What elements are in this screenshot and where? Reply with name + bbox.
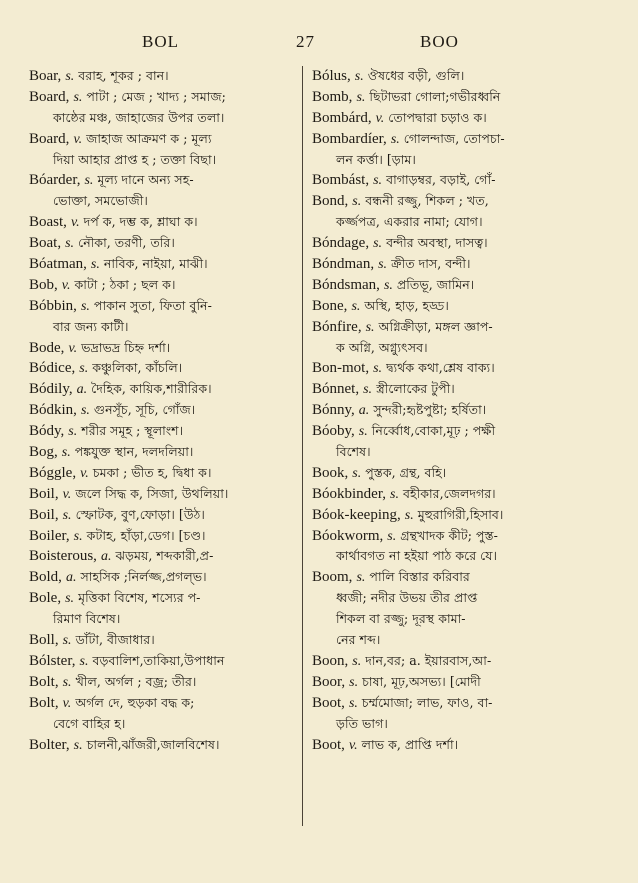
headword: Bóokworm, — [312, 527, 384, 544]
headword: Bob, — [29, 276, 58, 293]
gloss: কাটা ; ঠকা ; ছল ক। — [74, 276, 176, 292]
part-of-speech: a. — [76, 382, 88, 398]
headword: Boast, — [29, 214, 67, 231]
gloss: ক্রীত দাস, বন্দী। — [391, 256, 471, 272]
dictionary-line — [29, 588, 311, 609]
part-of-speech: s. — [358, 424, 368, 440]
headword: Bode, — [29, 339, 65, 356]
dictionary-line — [29, 358, 311, 379]
headword: Bódkin, — [29, 402, 77, 419]
gloss: নাবিক, নাইয়া, মাঝী। — [103, 256, 208, 272]
part-of-speech: s. — [378, 257, 388, 273]
gloss: অর্গল দে, হুড়কা বদ্ধ ক; — [75, 694, 195, 710]
part-of-speech: s. — [80, 403, 90, 419]
dictionary-line — [29, 714, 311, 735]
headword: Bombárd, — [312, 109, 372, 126]
dictionary-line — [312, 129, 608, 150]
gloss: বিশেষ। — [336, 444, 371, 460]
gloss: ঝড়ময়, শব্দকারী,প্র- — [115, 548, 214, 564]
dictionary-line — [29, 66, 311, 87]
headword: Bombardíer, — [312, 130, 387, 147]
gloss: সাহসিক ;নির্লজ্জ,প্রগল্ভ। — [80, 569, 207, 585]
gloss: নৌকা, তরণী, তরি। — [78, 235, 175, 251]
headword: Bóndage, — [312, 235, 370, 252]
dictionary-line — [29, 212, 311, 233]
headword: Bog, — [29, 444, 58, 461]
gloss: ভদ্রাভদ্র চিহ্ন দর্শা। — [81, 339, 171, 355]
dictionary-line — [29, 505, 311, 526]
gloss: রিমাণ বিশেষ। — [53, 611, 121, 627]
part-of-speech: s. — [79, 361, 89, 377]
gloss: বরাহ, শূকর ; বান। — [78, 68, 169, 83]
gloss: ডাঁটা, বীজাধার। — [75, 632, 155, 648]
dictionary-line — [29, 379, 311, 400]
dictionary-line — [312, 66, 608, 87]
part-of-speech: v. — [62, 486, 72, 502]
dictionary-line — [29, 735, 311, 756]
part-of-speech: a. — [100, 549, 112, 565]
dictionary-line — [312, 421, 608, 442]
gloss: দর্প ক, দম্ভ ক, শ্লাঘা ক। — [83, 214, 198, 230]
part-of-speech: s. — [65, 236, 75, 252]
headword: Bole, — [29, 590, 62, 607]
dictionary-line — [312, 463, 608, 484]
headword: Book, — [312, 464, 349, 481]
dictionary-line — [312, 170, 608, 191]
part-of-speech: s. — [363, 382, 373, 398]
gloss: নির্ব্বোধ,বোকা,মূঢ় ; পক্ষী — [371, 423, 496, 439]
headword: Bóarder, — [29, 172, 81, 189]
part-of-speech: v. — [348, 737, 358, 753]
gloss: পুস্তক, গ্রন্থ, বহি। — [365, 464, 447, 480]
part-of-speech: s. — [356, 89, 366, 105]
dictionary-line — [312, 296, 608, 317]
headword: Bónnet, — [312, 381, 360, 398]
gloss: প্রতিভূ, জামিন। — [396, 276, 475, 292]
part-of-speech: s. — [373, 173, 383, 189]
part-of-speech: s. — [373, 236, 383, 252]
right-column — [312, 66, 608, 755]
headword: Bóok-keeping, — [312, 506, 401, 523]
headword: Bold, — [29, 569, 62, 586]
gloss: বাগাড়ম্বর, বড়াই, গোঁ- — [386, 172, 496, 188]
dictionary-line — [312, 714, 608, 735]
dictionary-line — [312, 588, 608, 609]
part-of-speech: s. — [404, 507, 414, 523]
part-of-speech: s. — [61, 445, 71, 461]
gloss: গুনসূঁচ, সূচি, গোঁজ। — [93, 402, 196, 418]
dictionary-line — [29, 129, 311, 150]
gloss: খীল, অর্গল ; বজ্র; তীর। — [75, 673, 197, 689]
gloss: বন্ধনী রজ্জু, শিকল ; খত, — [365, 193, 489, 209]
gloss: চাষা, মূঢ়,অসভ্য। [মোদী — [362, 673, 481, 689]
gloss: গ্রন্থখাদক কীট; পুস্ত- — [400, 527, 498, 543]
part-of-speech: s. — [352, 194, 362, 210]
headword: Boil, — [29, 506, 59, 523]
headword: Boor, — [312, 673, 346, 690]
dictionary-line — [312, 526, 608, 547]
dictionary-line — [312, 651, 608, 672]
part-of-speech: s. — [62, 674, 72, 690]
headword: Bon-mot, — [312, 360, 370, 377]
part-of-speech: a. — [65, 570, 77, 586]
gloss: ভোক্তা, সমভোজী। — [53, 193, 148, 209]
gloss: স্ত্রীলোকের টুপী। — [376, 381, 455, 397]
gloss: তোপদ্বারা চড়াও ক। — [388, 109, 487, 125]
headword: Bone, — [312, 297, 348, 314]
dictionary-line — [29, 170, 311, 191]
gloss: লাভ ক, প্রাপ্তি দর্শা। — [361, 736, 459, 752]
dictionary-line — [312, 505, 608, 526]
headword: Bóatman, — [29, 256, 87, 273]
part-of-speech: s. — [73, 89, 83, 105]
headword: Bond, — [312, 193, 349, 210]
headword: Bomb, — [312, 88, 353, 105]
dictionary-line — [312, 484, 608, 505]
part-of-speech: s. — [90, 257, 100, 273]
part-of-speech: s. — [373, 361, 383, 377]
gloss: কার্থাবগত না হইয়া পাঠ করে যে। — [336, 548, 498, 564]
headword: Boar, — [29, 68, 62, 84]
dictionary-line — [312, 233, 608, 254]
part-of-speech: s. — [68, 424, 78, 440]
dictionary-line — [312, 191, 608, 212]
part-of-speech: s. — [65, 69, 75, 84]
dictionary-line — [29, 296, 311, 317]
running-header — [0, 32, 638, 54]
dictionary-line — [312, 630, 608, 651]
dictionary-line — [312, 254, 608, 275]
part-of-speech: v. — [68, 340, 78, 356]
part-of-speech: s. — [79, 653, 89, 669]
headword: Bóbbin, — [29, 297, 77, 314]
dictionary-line — [29, 672, 311, 693]
dictionary-line — [312, 212, 608, 233]
dictionary-line — [29, 338, 311, 359]
gloss: মুহুরাগিরী,হিসাব। — [417, 506, 504, 522]
part-of-speech: a. — [358, 403, 370, 419]
dictionary-line — [312, 609, 608, 630]
dictionary-line — [312, 546, 608, 567]
gloss: বন্দীর অবস্থা, দাসত্ব। — [386, 235, 488, 251]
part-of-speech: s. — [365, 319, 375, 335]
part-of-speech: v. — [61, 277, 71, 293]
dictionary-line — [312, 108, 608, 129]
gloss: লন কর্ত্তা। [ড়াম। — [336, 151, 416, 167]
gloss: ছিটাভরা গোলা;গভীরধ্বনি — [369, 88, 501, 104]
dictionary-line — [29, 400, 311, 421]
part-of-speech: s. — [383, 277, 393, 293]
gloss: জলে সিদ্ধ ক, সিজা, উথলিয়া। — [75, 485, 229, 501]
part-of-speech: s. — [354, 69, 364, 84]
part-of-speech: s. — [84, 173, 94, 189]
gloss: কঞ্চুলিকা, কাঁচলি। — [92, 360, 183, 376]
header-left-guideword: BOL — [142, 32, 179, 51]
headword: Bóggle, — [29, 464, 77, 481]
gloss: চালনী,ঝাঁজরী,জালবিশেষ। — [86, 736, 220, 752]
gloss: কর্জ্জপত্র, একরার নামা; যোগ। — [336, 214, 483, 230]
dictionary-line — [312, 87, 608, 108]
dictionary-line — [29, 463, 311, 484]
gloss: শিকল বা রজ্জু; দূরস্থ কামা- — [336, 611, 466, 627]
part-of-speech: s. — [73, 737, 83, 753]
part-of-speech: s. — [387, 528, 397, 544]
dictionary-line — [29, 275, 311, 296]
dictionary-line — [29, 233, 311, 254]
part-of-speech: s. — [352, 653, 362, 669]
part-of-speech: s. — [73, 528, 83, 544]
headword: Bombást, — [312, 172, 370, 189]
part-of-speech: s. — [80, 298, 90, 314]
part-of-speech: s. — [351, 298, 361, 314]
gloss: পাকান সুতা, ফিতা বুনি- — [93, 297, 212, 313]
gloss: কটাহ, হাঁড়া,ডেগ। [চণ্ড। — [86, 527, 206, 543]
gloss: অগ্নিক্রীড়া, মঙ্গল জ্ঞাপ- — [378, 318, 493, 334]
gloss: চমকা ; ভীত হ, দ্বিধা ক। — [92, 464, 212, 480]
part-of-speech: s. — [349, 674, 359, 690]
gloss: পঙ্কযুক্ত স্থান, দলদলিয়া। — [74, 444, 194, 460]
part-of-speech: v. — [62, 695, 72, 711]
gloss: স্ফোটক, বুণ,ফোড়া। [উঠ। — [75, 506, 205, 522]
gloss: অস্থি, হাড়, হড্ড। — [364, 297, 449, 313]
headword: Boot, — [312, 736, 345, 753]
dictionary-line — [29, 567, 311, 588]
gloss: গোলন্দাজ, তোপচা- — [403, 130, 505, 146]
headword: Bolt, — [29, 673, 59, 690]
gloss: বড়বালিশ,তাকিয়া,উপাধান — [92, 652, 225, 668]
part-of-speech: v. — [375, 110, 385, 126]
dictionary-line — [29, 693, 311, 714]
dictionary-line — [312, 150, 608, 171]
part-of-speech: s. — [352, 465, 362, 481]
headword: Bolter, — [29, 736, 70, 753]
dictionary-line — [29, 108, 311, 129]
dictionary-line — [29, 254, 311, 275]
dictionary-line — [29, 150, 311, 171]
headword: Bolt, — [29, 694, 59, 711]
part-of-speech: s. — [390, 486, 399, 502]
gloss: বেগে বাহির হ। — [53, 715, 126, 731]
dictionary-line — [312, 693, 608, 714]
headword: Bóndman, — [312, 256, 375, 273]
dictionary-line — [312, 567, 608, 588]
dictionary-line — [29, 526, 311, 547]
headword: Boiler, — [29, 527, 70, 544]
dictionary-line — [29, 421, 311, 442]
dictionary-line — [312, 338, 608, 359]
gloss: শরীর সমূহ ; স্থূলাংশ। — [81, 423, 184, 439]
gloss: ঔষধের বড়ী, গুলি। — [367, 68, 465, 83]
gloss: পাটা ; মেজ ; খাদ্য ; সমাজ; — [86, 88, 226, 104]
headword: Bódy, — [29, 423, 65, 440]
dictionary-line — [312, 400, 608, 421]
headword: Bónny, — [312, 402, 355, 419]
gloss: দান,বর; a. ইয়ারবাস,আ- — [365, 652, 492, 668]
part-of-speech: s. — [348, 695, 358, 711]
dictionary-line — [29, 609, 311, 630]
gloss: বার জন্য কাটী। — [53, 318, 129, 334]
dictionary-line — [29, 87, 311, 108]
headword: Bólus, — [312, 68, 351, 84]
dictionary-line — [312, 358, 608, 379]
dictionary-line — [312, 317, 608, 338]
dictionary-line — [312, 379, 608, 400]
headword: Boot, — [312, 694, 345, 711]
gloss: বহীকার,জেলদগর। — [402, 485, 496, 501]
gloss: ক অগ্নি, অগ্ন্যুৎসব। — [336, 339, 428, 355]
dictionary-line — [312, 275, 608, 296]
headword: Board, — [29, 88, 70, 105]
gloss: ধ্বজী; নদীর উভয় তীর প্রাপ্ত — [336, 590, 478, 606]
gloss: দৈহিক, কায়িক,শারীরিক। — [91, 381, 212, 397]
dictionary-line — [29, 630, 311, 651]
gloss: ড়তি ভাগ। — [336, 715, 388, 731]
headword: Boll, — [29, 632, 59, 649]
part-of-speech: v. — [80, 465, 89, 481]
dictionary-line — [29, 191, 311, 212]
part-of-speech: v. — [70, 215, 80, 231]
headword: Bóoby, — [312, 423, 355, 440]
header-right-guideword: BOO — [420, 32, 459, 51]
part-of-speech: v. — [73, 131, 83, 147]
dictionary-line — [312, 672, 608, 693]
dictionary-line — [29, 442, 311, 463]
gloss: কাষ্ঠের মঞ্চ, জাহাজের উপর তলা। — [53, 109, 225, 125]
gloss: পালি বিস্তার করিবার — [369, 569, 470, 585]
headword: Bódily, — [29, 381, 73, 398]
gloss: দ্ব্যর্থক কথা,শ্লেষ বাক্য। — [386, 360, 495, 376]
page-number: 27 — [296, 32, 315, 51]
headword: Boat, — [29, 235, 62, 252]
headword: Boisterous, — [29, 548, 97, 565]
headword: Bódice, — [29, 360, 76, 377]
headword: Bónfire, — [312, 318, 362, 335]
part-of-speech: s. — [65, 591, 75, 607]
left-column — [29, 66, 311, 755]
gloss: চর্ম্মমোজা; লাভ, ফাও, বা- — [361, 694, 493, 710]
headword: Boom, — [312, 569, 353, 586]
part-of-speech: s. — [390, 131, 400, 147]
part-of-speech: s. — [62, 633, 72, 649]
headword: Boon, — [312, 652, 349, 669]
headword: Bóndsman, — [312, 276, 380, 293]
dictionary-line — [29, 317, 311, 338]
dictionary-line — [29, 484, 311, 505]
headword: Bólster, — [29, 652, 76, 669]
gloss: মূল্য দানে অন্য সহ- — [97, 172, 194, 188]
gloss: দিয়া আহার প্রাপ্ত হ ; তক্তা বিছা। — [53, 151, 217, 167]
part-of-speech: s. — [356, 570, 366, 586]
headword: Bóokbinder, — [312, 485, 386, 502]
dictionary-line — [312, 442, 608, 463]
dictionary-line — [29, 546, 311, 567]
gloss: নের শব্দ। — [336, 632, 381, 648]
gloss: সুন্দরী;হৃষ্টপুষ্টা; হর্ষিতা। — [373, 402, 487, 418]
headword: Board, — [29, 130, 70, 147]
gloss: মৃত্তিকা বিশেষ, শস্যের প- — [78, 590, 201, 606]
dictionary-line — [29, 651, 311, 672]
headword: Boil, — [29, 485, 59, 502]
gloss: জাহাজ আক্রমণ ক ; মূল্য — [86, 130, 212, 146]
dictionary-line — [312, 735, 608, 756]
part-of-speech: s. — [62, 507, 72, 523]
